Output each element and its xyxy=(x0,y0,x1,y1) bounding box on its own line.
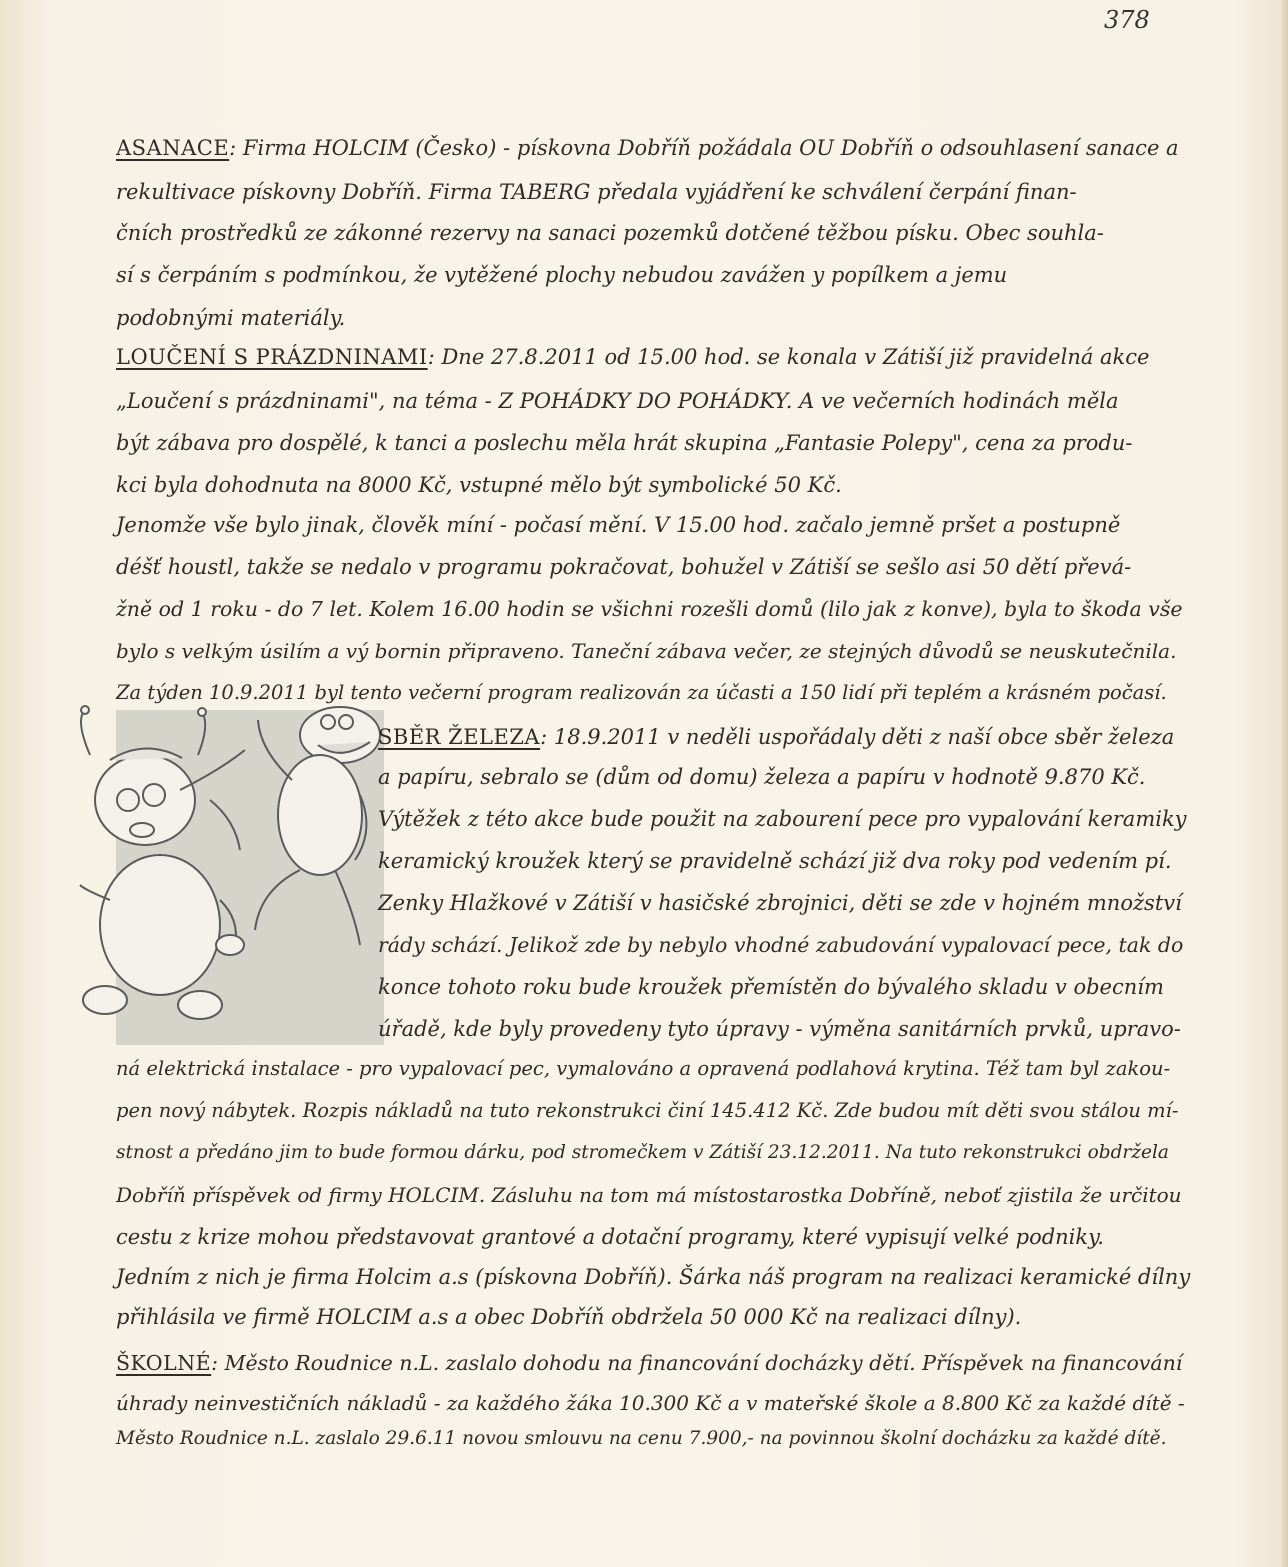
sber-line-5: Zenky Hlažkové v Zátiší v hasičské zbrojnici, děti se zde v hojném množství xyxy=(378,891,1182,915)
louceni-line-1: LOUČENÍ S PRÁZDNINAMI: Dne 27.8.2011 od 15.00 hod. se konala v Zátiší již pravidelná akce xyxy=(116,345,1150,369)
asanace-line-5: podobnými materiály. xyxy=(116,306,346,330)
cartoon-characters-icon xyxy=(70,700,385,1045)
skolne-line-1: ŠKOLNÉ: Město Roudnice n.L. zaslalo dohodu na financování docházky dětí. Příspěvek na financování xyxy=(116,1351,1183,1375)
sber-line-7: konce tohoto roku bude kroužek přemístěn do bývalého skladu v obecním xyxy=(378,975,1164,999)
louceni-line-8: bylo s velkým úsilím a vý bornin připraveno. Taneční zábava večer, ze stejných důvodů se neuskutečnila. xyxy=(116,639,1177,663)
asanace-line-1: ASANACE: Firma HOLCIM (Česko) - pískovna Dobříň požádala OU Dobříň o odsouhlasení sanace a xyxy=(116,136,1179,160)
louceni-line-9: Za týden 10.9.2011 byl tento večerní program realizován za účasti a 150 lidí při teplém a krásném počasí. xyxy=(116,681,1167,704)
sber-line-13: cestu z krize mohou představovat grantové a dotační programy, které vypisují velké podniky. xyxy=(116,1225,1104,1249)
page-edge xyxy=(1282,0,1288,1567)
sber-line-10: pen nový nábytek. Rozpis nákladů na tuto rekonstrukci činí 145.412 Kč. Zde budou mít děti svou stálou mí- xyxy=(116,1099,1179,1122)
louceni-heading: LOUČENÍ S PRÁZDNINAMI xyxy=(116,345,428,369)
sber-heading: SBĚR ŽELEZA xyxy=(378,725,541,749)
asanace-heading: ASANACE xyxy=(116,136,230,160)
sber-line-3: Výtěžek z této akce bude použit na zabourení pece pro vypalování keramiky xyxy=(378,807,1187,831)
louceni-line-4: kci byla dohodnuta na 8000 Kč, vstupné mělo být symbolické 50 Kč. xyxy=(116,473,842,497)
sber-line-8: úřadě, kde byly provedeny tyto úpravy - výměna sanitárních prvků, upravo- xyxy=(378,1017,1181,1041)
skolne-line-2: úhrady neinvestičních nákladů - za každého žáka 10.300 Kč a v mateřské škole a 8.800 Kč za každé dítě - xyxy=(116,1391,1185,1415)
cartoon-characters-drawing xyxy=(70,700,385,1045)
sber-line-4: keramický kroužek který se pravidelně schází již dva roky pod vedením pí. xyxy=(378,849,1172,873)
sber-line-14: Jedním z nich je firma Holcim a.s (pískovna Dobříň). Šárka náš program na realizaci keramické dílny xyxy=(116,1265,1191,1289)
sber-line-12: Dobříň příspěvek od firmy HOLCIM. Zásluhu na tom má místostarostka Dobříně, neboť zjistila že určitou xyxy=(116,1183,1182,1207)
sber-line-9: ná elektrická instalace - pro vypalovací pec, vymalováno a opravená podlahová krytina. Též tam byl zakou- xyxy=(116,1057,1171,1080)
louceni-line-6: déšť houstl, takže se nedalo v programu pokračovat, bohužel v Zátiší se sešlo asi 50 dětí převá- xyxy=(116,555,1132,579)
sber-line-2: a papíru, sebralo se (dům od domu) železa a papíru v hodnotě 9.870 Kč. xyxy=(378,765,1146,789)
louceni-line-5: Jenomže vše bylo jinak, člověk míní - počasí mění. V 15.00 hod. začalo jemně pršet a postupně xyxy=(116,513,1121,537)
louceni-line-7: žně od 1 roku - do 7 let. Kolem 16.00 hodin se všichni rozešli domů (lilo jak z konve), byla to škoda vše xyxy=(116,597,1183,621)
sber-line-15: přihlásila ve firmě HOLCIM a.s a obec Dobříň obdržela 50 000 Kč na realizaci dílny). xyxy=(116,1305,1022,1329)
asanace-line-2: rekultivace pískovny Dobříň. Firma TABERG předala vyjádření ke schválení čerpání finan- xyxy=(116,180,1077,204)
louceni-line-2: „Loučení s prázdninami", na téma - Z POHÁDKY DO POHÁDKY. A ve večerních hodinách měla xyxy=(116,389,1119,413)
sber-line-1: SBĚR ŽELEZA: 18.9.2011 v neděli uspořádaly děti z naší obce sběr železa xyxy=(378,725,1175,749)
skolne-line-3: Město Roudnice n.L. zaslalo 29.6.11 novou smlouvu na cenu 7.900,- na povinnou školní docházku za každé dítě. xyxy=(116,1428,1167,1449)
louceni-line-3: být zábava pro dospělé, k tanci a poslechu měla hrát skupina „Fantasie Polepy", cena za produ- xyxy=(116,431,1133,455)
sber-line-6: rády schází. Jelikož zde by nebylo vhodné zabudování vypalovací pece, tak do xyxy=(378,933,1184,957)
page-number: 378 xyxy=(1104,6,1150,34)
skolne-heading: ŠKOLNÉ xyxy=(116,1351,212,1375)
sber-line-11: stnost a předáno jim to bude formou dárku, pod stromečkem v Zátiší 23.12.2011. Na tuto rekonstrukci obdržela xyxy=(116,1142,1169,1163)
asanace-line-4: sí s čerpáním s podmínkou, že vytěžené plochy nebudou zavážen y popílkem a jemu xyxy=(116,263,1008,287)
asanace-line-3: čních prostředků ze zákonné rezervy na sanaci pozemků dotčené těžbou písku. Obec souhla- xyxy=(116,221,1104,245)
